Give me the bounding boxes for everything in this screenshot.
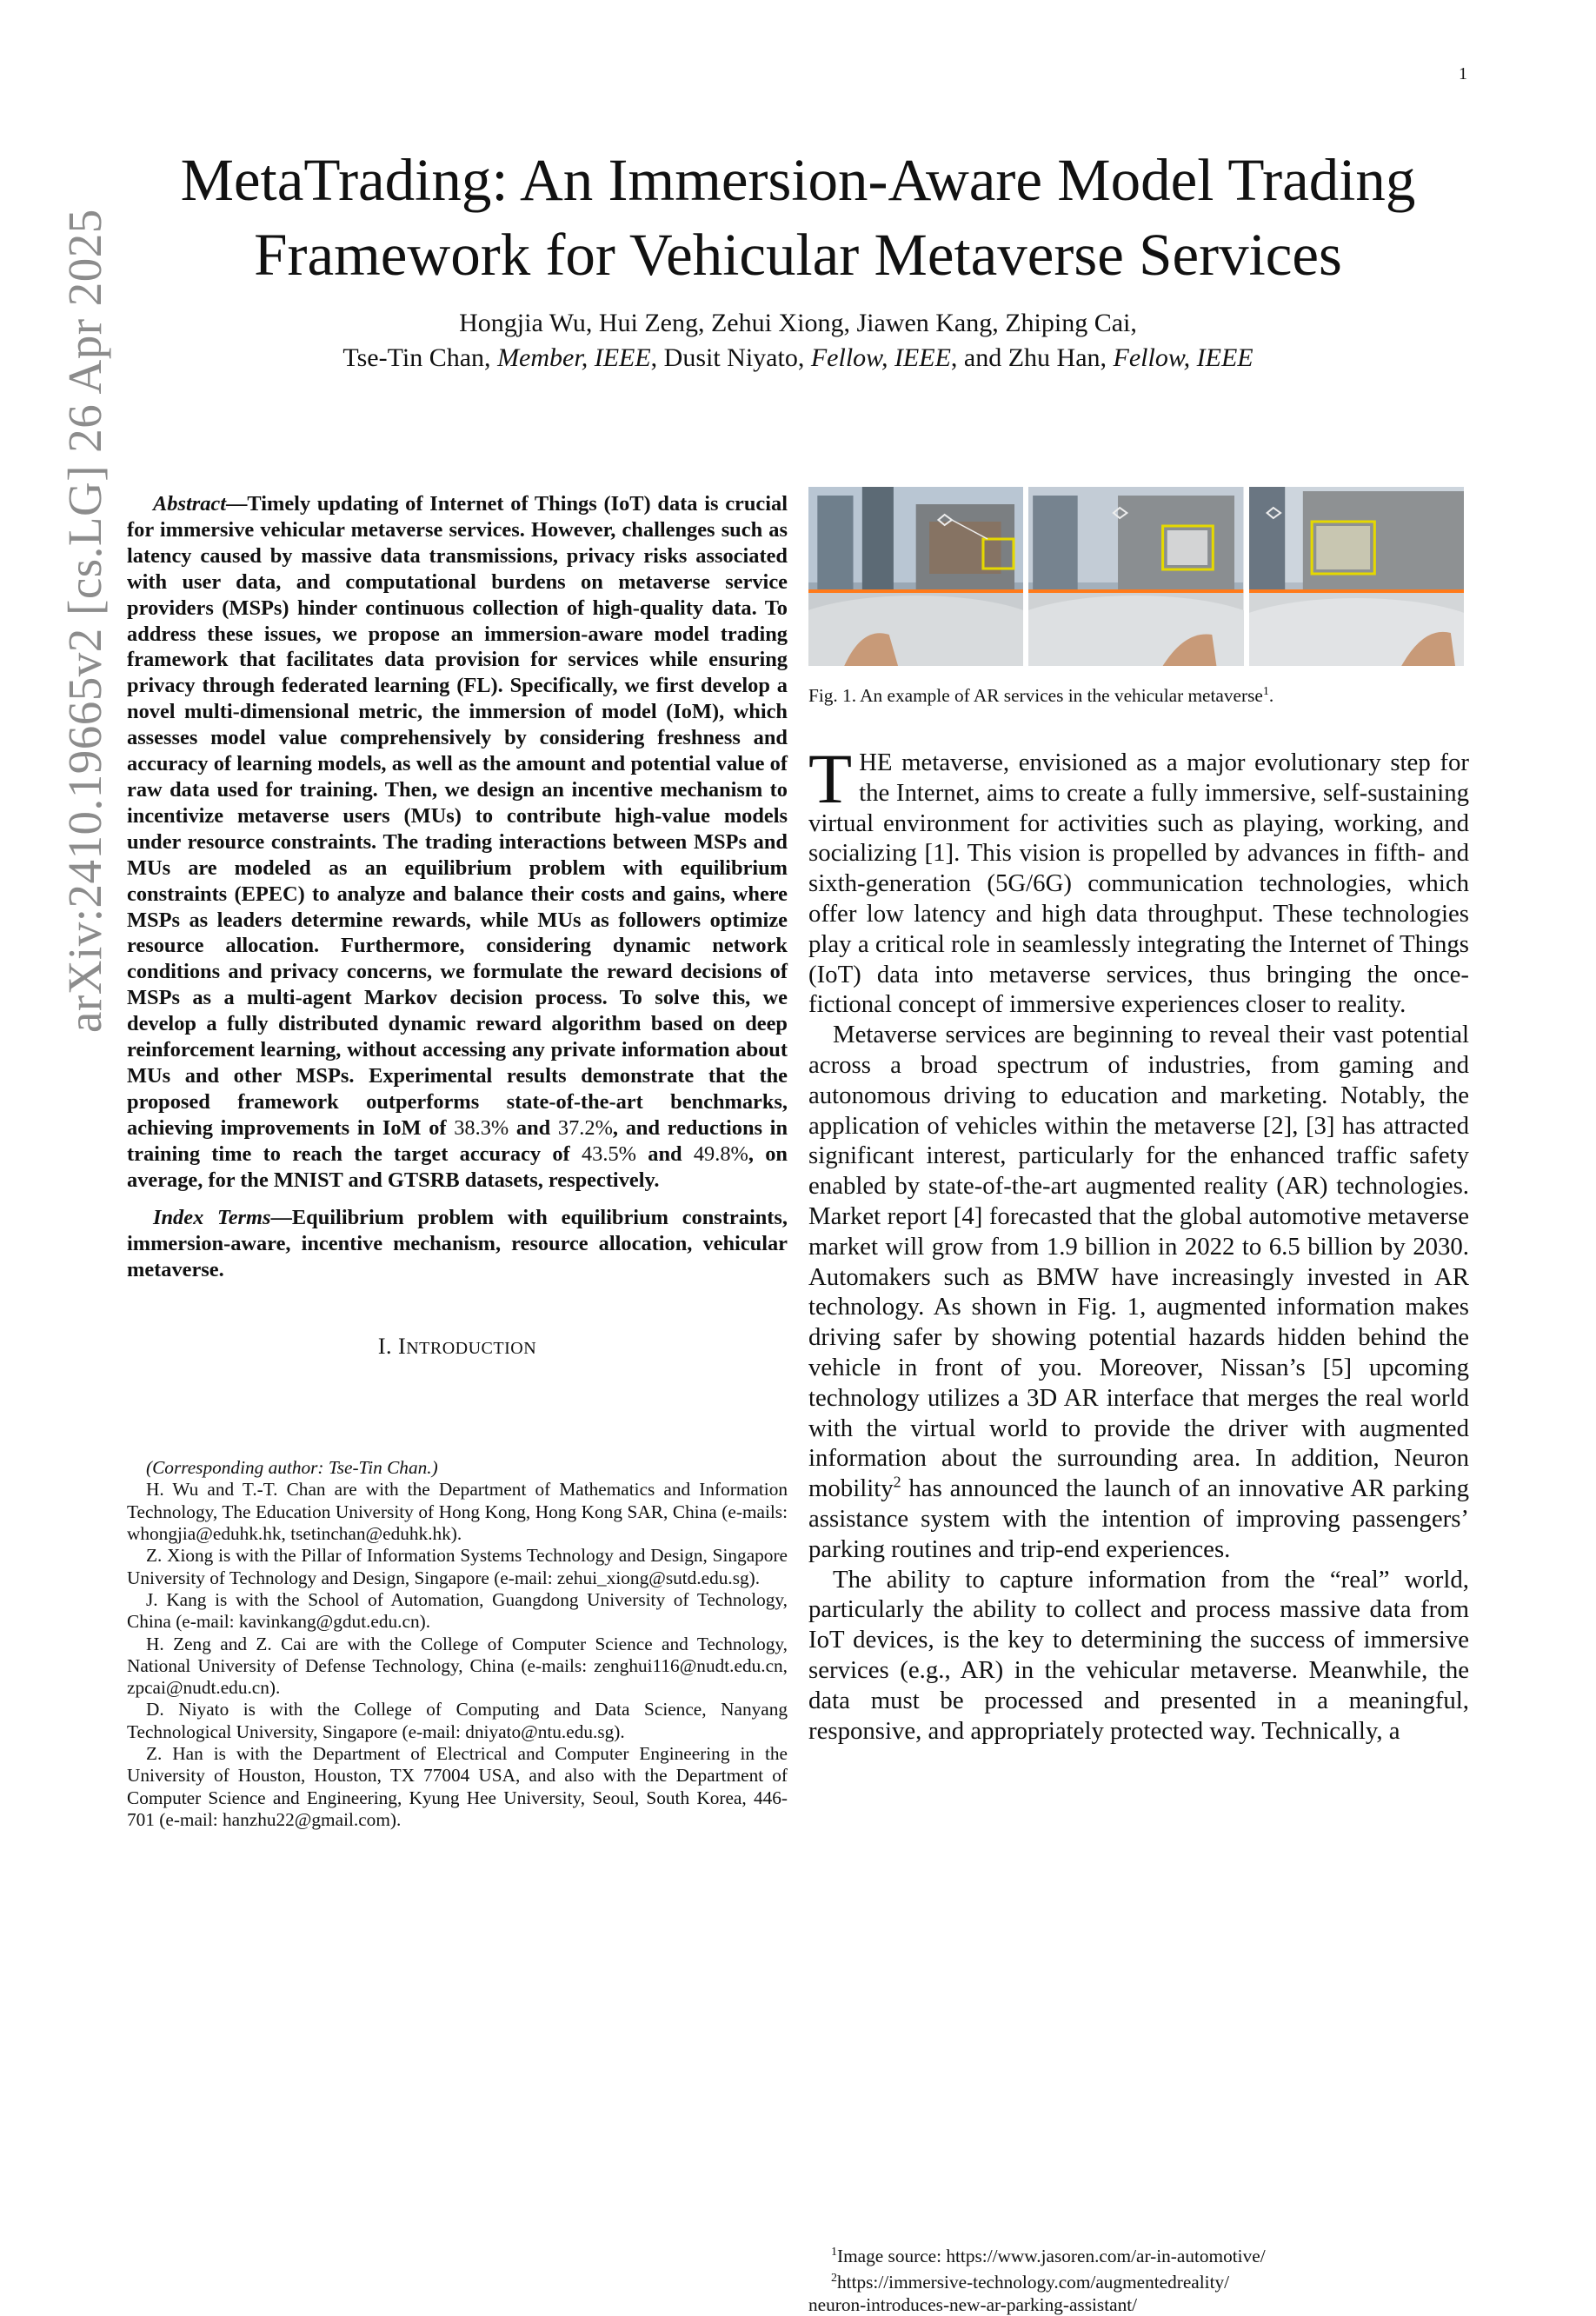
page-footnotes [808, 2241, 1469, 2316]
abstract-dash: — [226, 492, 248, 516]
affiliation-note: Z. Han is with the Department of Electrical and Computer Engineering in the University of Houston, Houston, TX 77004 USA, and also with the Department of Computer Science and Engineering, Kyung Hee University, Seoul, South Korea, 446-701 (e-mail: hanzhu22@gmail.com). [127, 1743, 788, 1830]
abstract-text: Timely updating of Internet of Things (IoT) data is crucial for immersive vehicular metaverse services. However, challenges such as latency caused by massive data transmissions, privacy risks associated with user data, and computational burdens on metaverse service providers (MSPs) hinder continuous collection of high-quality data. To address these issues, we propose an immersion-aware model trading framework that facilitates data provision for services while ensuring privacy through federated learning (FL). Specifically, we first develop a novel multi-dimensional metric, the immersion of model (IoM), which assesses model value comprehensively by considering freshness and accuracy of learning models, as well as the amount and potential value of raw data used for training. Then, we design an incentive mechanism to incentivize metaverse users (MUs) to contribute high-value models under resource constraints. The trading interactions between MSPs and MUs are modeled as an equilibrium problem with equilibrium constraints (EPEC) to analyze and balance their costs and gains, where MSPs as leaders determine rewards, while MUs as followers optimize resource allocation. Furthermore, considering dynamic network conditions and privacy concerns, we formulate the reward decisions of MSPs as a multi-agent Markov decision process. To solve this, we develop a fully distributed dynamic reward algorithm based on deep reinforcement learning, without accessing any private information about MUs and other MSPs. Experimental results demonstrate that the proposed framework outperforms state-of-the-art benchmarks, achieving improvements in IoM of [127, 492, 788, 1140]
paper-title [104, 143, 1492, 292]
affiliation-note: J. Kang is with the School of Automation, Guangdong University of Technology, China (e-mail: kavinkang@gdut.edu.cn). [127, 1588, 788, 1633]
membership-member: Member, IEEE [497, 343, 651, 372]
author-list [104, 306, 1492, 376]
paragraph-2 [808, 1020, 1469, 1564]
section-heading-introduction [127, 1334, 788, 1360]
paragraph-text: has announced the launch of an innovative AR parking assistance system with the intention of improving passengers’ parking routines and trip-end experiences. [808, 1474, 1469, 1563]
footnote-1 [808, 2241, 1469, 2267]
abstract-text: , on average, for the MNIST and GTSRB datasets, respectively. [127, 1141, 788, 1192]
footnote-mark: 2 [893, 1473, 901, 1491]
affiliation-note: D. Niyato is with the College of Computing and Data Science, Nanyang Technological University, Singapore (e-mail: dniyato@ntu.edu.sg). [127, 1699, 788, 1742]
paragraph-text: Metaverse services are beginning to reveal their vast potential across a broad spectrum of industries, from gaming and autonomous driving to education and marketing. Notably, the application of vehicles within the metaverse [2], [3] has attracted significant interest, particularly for the enhanced traffic safety enabled by state-of-the-art augmented reality (AR) technologies. Market report [4] forecasted that the global automotive metaverse market will grow from 1.9 billion in 2022 to 6.5 billion by 2030. Automakers such as BMW have increasingly invested in AR technology. As shown in Fig. 1, augmented information makes driving safer by showing potential hazards hidden behind the vehicle in front of you. Moreover, Nissan’s [5] upcoming technology utilizes a 3D AR interface that merges the real world with the virtual world to provide the driver with augmented information about the surrounding area. In addition, Neuron mobility [808, 1021, 1469, 1503]
section-rest: NTRODUCTION [406, 1339, 537, 1359]
membership-fellow: Fellow, IEEE [1113, 343, 1254, 372]
authors-line-1: Hongjia Wu, Hui Zeng, Zehui Xiong, Jiawen Kang, Zhiping Cai, [459, 309, 1137, 337]
title-line-2: Framework for Vehicular Metaverse Services [254, 222, 1342, 288]
index-terms-text: Equilibrium problem with equilibrium constraints, immersion-aware, incentive mechanism, resource allocation, vehicular metaverse. [127, 1206, 788, 1282]
footnote-1-mark: 1 [831, 2246, 837, 2259]
footnote-2 [808, 2267, 1469, 2293]
paragraph-text: HE metaverse, envisioned as a major evolutionary step for the Internet, aims to create a fully immersive, self-sustaining virtual environment for activities such as playing, working, and socializing [1]. This vision is propelled by advances in fifth- and sixth-generation (5G/6G) communication technologies, which offer low latency and high data throughput. These technologies play a critical role in seamlessly integrating the Internet of Things (IoT) data into metaverse services, thus bringing the once-fictional concept of immersive experiences closer to reality. [808, 749, 1469, 1019]
footnote-2-line-1: https://immersive-technology.com/augmentedreality/ [837, 2272, 1230, 2293]
abstract-text: and [635, 1141, 694, 1166]
ar-photo-panel-1 [808, 487, 1023, 666]
abstract-number: 37.2% [557, 1115, 613, 1140]
left-column [127, 491, 788, 1831]
abstract-text: and [509, 1115, 558, 1140]
arxiv-identifier-stamp: arXiv:2410.19665v2 [cs.LG] 26 Apr 2025 [58, 209, 111, 1033]
caption-end: . [1268, 685, 1274, 707]
caption-footnote-mark: 1 [1262, 685, 1269, 698]
figure-1-ar-images [808, 487, 1464, 666]
right-column-body [808, 739, 1469, 1746]
title-line-1: MetaTrading: An Immersion-Aware Model Trading [180, 147, 1416, 213]
footnote-1-text: Image source: https://www.jasoren.com/ar-in-automotive/ [837, 2246, 1266, 2267]
abstract-number: 38.3% [454, 1115, 509, 1140]
author-text: , Dusit Niyato, [650, 343, 811, 372]
section-first-letter: I [398, 1334, 407, 1360]
index-terms [127, 1205, 788, 1283]
ar-photo-panel-3 [1249, 487, 1464, 666]
section-numeral: I. [377, 1334, 399, 1360]
abstract-number: 43.5% [581, 1141, 636, 1166]
abstract-number: 49.8% [693, 1141, 748, 1166]
figure-caption [808, 685, 1469, 707]
author-text: Tse-Tin Chan, [342, 343, 498, 372]
author-footnotes [127, 1457, 788, 1831]
author-text: , and Zhu Han, [950, 343, 1114, 372]
paragraph-1 [808, 739, 1469, 1020]
affiliation-note: H. Wu and T.-T. Chan are with the Department of Mathematics and Information Technology, The Education University of Hong Kong, Hong Kong SAR, China (e-mails: whongjia@eduhk.hk, tsetinchan@eduhk.hk). [127, 1479, 788, 1545]
abstract [127, 491, 788, 1193]
footnote-2-continuation: neuron-introduces-new-ar-parking-assistant/ [808, 2293, 1138, 2315]
ar-photo-panel-2 [1028, 487, 1243, 666]
paragraph-3: The ability to capture information from the “real” world, particularly the ability to collect and process massive data from IoT devices, is the key to determining the success of immersive services (e.g., AR) in the vehicular metaverse. Meanwhile, the data must be processed and presented in a meaningful, responsive, and appropriately protected way. Technically, a [808, 1565, 1469, 1745]
index-terms-label: Index Terms [153, 1206, 271, 1230]
corresponding-author-note: (Corresponding author: Tse-Tin Chan.) [146, 1457, 438, 1479]
index-terms-dash: — [270, 1206, 292, 1230]
abstract-text: , and reductions in training time to reach the target accuracy of [127, 1115, 788, 1166]
page-number: 1 [1459, 64, 1467, 83]
footnote-rule [808, 2233, 1069, 2235]
affiliation-note: H. Zeng and Z. Cai are with the College of Computer Science and Technology, National University of Defense Technology, China (e-mails: zenghui116@nudt.edu.cn, zpcai@nudt.edu.cn). [127, 1633, 788, 1699]
caption-text: Fig. 1. An example of AR services in the vehicular metaverse [808, 685, 1263, 707]
abstract-label: Abstract [153, 492, 227, 516]
affiliation-note: Z. Xiong is with the Pillar of Information Systems Technology and Design, Singapore University of Technology and Design, Singapore (e-mail: zehui_xiong@sutd.edu.sg). [127, 1545, 788, 1588]
drop-cap: T [808, 739, 853, 818]
membership-fellow: Fellow, IEEE [810, 343, 951, 372]
footnote-2-mark: 2 [831, 2272, 837, 2286]
